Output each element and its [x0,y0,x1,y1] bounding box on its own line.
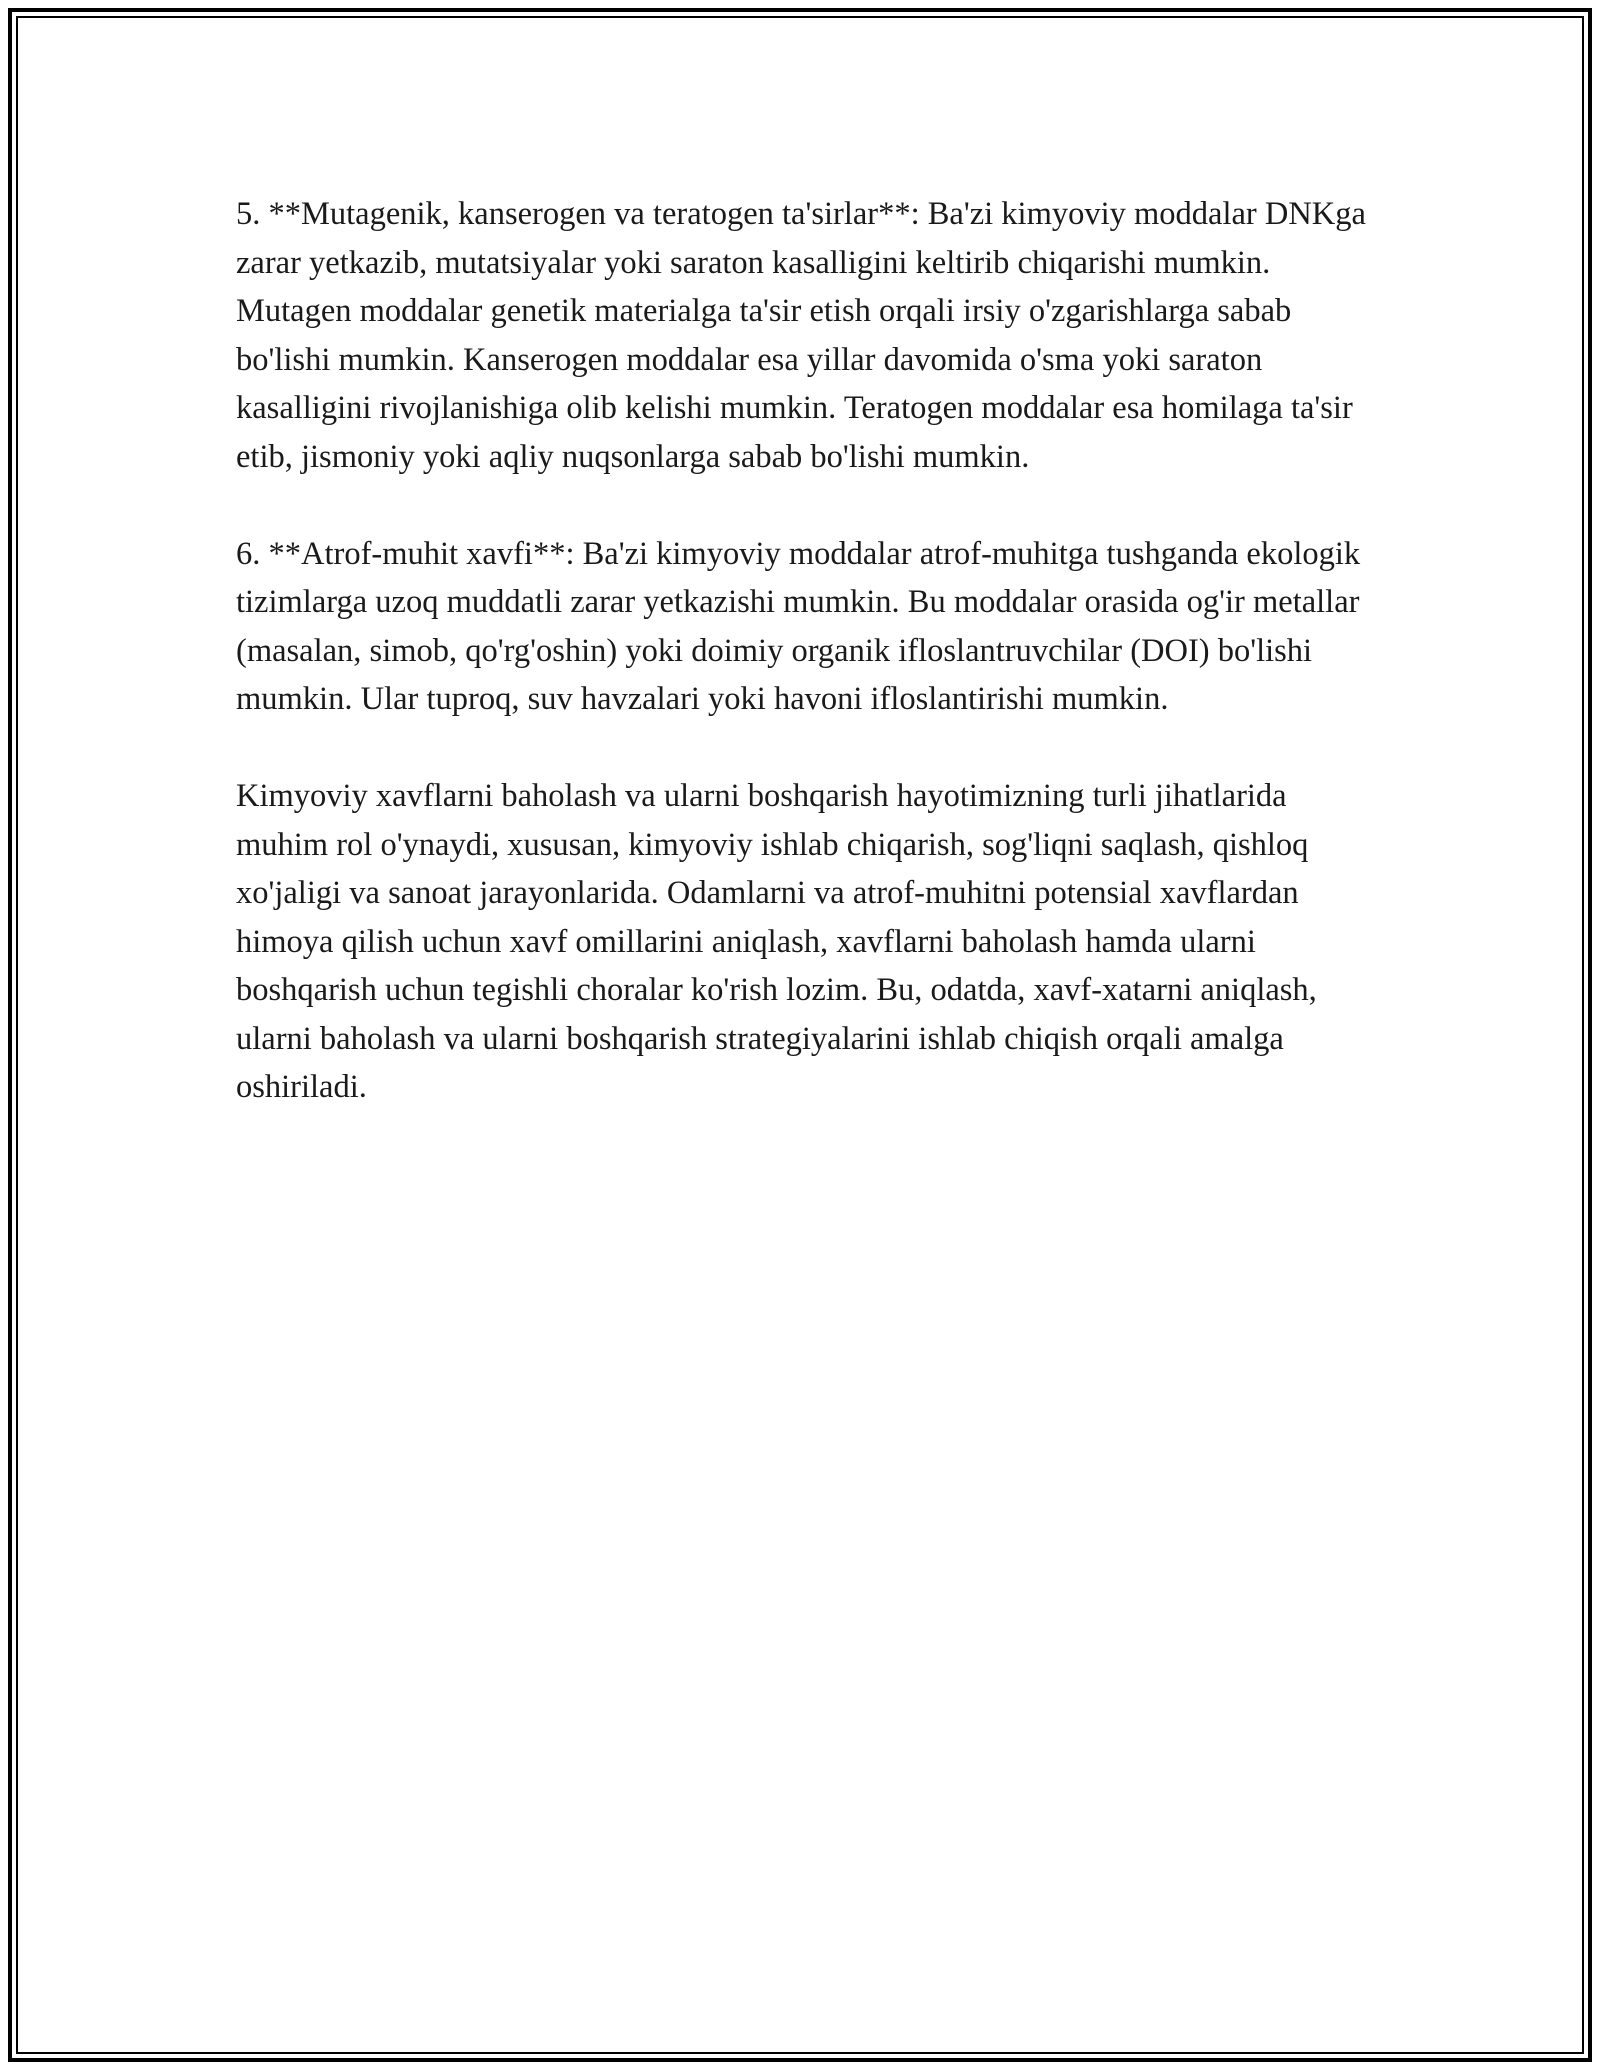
document-body [236,190,1376,1160]
paragraph-risk-assessment: Kimyoviy xavflarni baholash va ularni boshqarish hayotimizning turli jihatlarida muhim rol o'ynaydi, xususan, kimyoviy ishlab chiqarish, sog'liqni saqlash, qishloq xo'jaligi va sanoat jarayonlarida. Odamlarni va atrof-muhitni potensial xavflardan himoya qilish uchun xavf omillarini aniqlash, xavflarni baholash hamda ularni boshqarish uchun tegishli choralar ko'rish lozim. Bu, odatda, xavf-xatarni aniqlash, ularni baholash va ularni boshqarish strategiyalarini ishlab chiqish orqali amalga oshiriladi. [236,778,1317,1105]
paragraph-environmental-hazard: 6. **Atrof-muhit xavfi**: Ba'zi kimyoviy moddalar atrof-muhitga tushganda ekologik tizimlarga uzoq muddatli zarar yetkazishi mumkin. Bu moddalar orasida og'ir metallar (masalan, simob, qo'rg'oshin) yoki doimiy organik ifloslantruvchilar (DOI) bo'lishi mumkin. Ular tuproq, suv havzalari yoki havoni ifloslantirishi mumkin. [236,535,1361,717]
paragraph-mutagenic-effects: 5. **Mutagenik, kanserogen va teratogen ta'sirlar**: Ba'zi kimyoviy moddalar DNKga zarar yetkazib, mutatsiyalar yoki saraton kasalligini keltirib chiqarishi mumkin. Mutagen moddalar genetik materialga ta'sir etish orqali irsiy o'zgarishlarga sabab bo'lishi mumkin. Kanserogen moddalar esa yillar davomida o'sma yoki saraton kasalligini rivojlanishiga olib kelishi mumkin. Teratogen moddalar esa homilaga ta'sir etib, jismoniy yoki aqliy nuqsonlarga sabab bo'lishi mumkin. [236,196,1366,475]
